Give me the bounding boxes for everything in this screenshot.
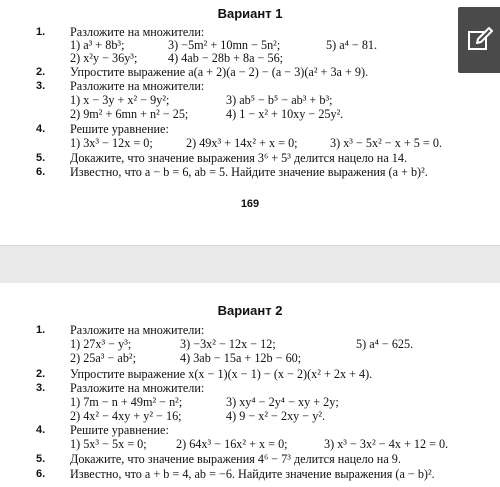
edit-button[interactable]: [458, 7, 500, 73]
task-number: 2.: [36, 66, 46, 78]
v2-t3-item-1: 1) 7m − n + 49m² − n²;: [70, 395, 183, 409]
v1-t3-item-4: 4) 1 − x² + 10xy − 25y².: [226, 107, 344, 121]
v1-t4-item-1: 1) 3x³ − 12x = 0;: [70, 136, 153, 150]
task-number: 5.: [36, 453, 46, 465]
v2-t4-item-3: 3) x³ − 3x² − 4x + 12 = 0.: [324, 437, 449, 451]
task-number: 1.: [36, 26, 46, 38]
task-number: 6.: [36, 468, 46, 480]
task-text: Разложите на множители:: [70, 323, 205, 337]
v1-t1-item-5: 5) a⁴ − 81.: [326, 38, 378, 52]
v2-t4-item-1: 1) 5x³ − 5x = 0;: [70, 437, 147, 451]
task-text: Решите уравнение:: [70, 122, 169, 136]
task-number: 3.: [36, 80, 46, 92]
page-gap-divider: [0, 245, 500, 285]
page-number: 169: [240, 198, 260, 210]
v2-t1-item-1: 1) 27x³ − y³;: [70, 337, 132, 351]
task-number: 4.: [36, 123, 46, 135]
v2-t1-item-5: 5) a⁴ − 625.: [356, 337, 414, 351]
v1-t1-item-1: 1) a³ + 8b³;: [70, 38, 125, 52]
v2-t3-item-4: 4) 9 − x² − 2xy − y².: [226, 409, 326, 423]
task-text: Упростите выражение x(x − 1)(x − 1) − (x − 2)(x² + 2x + 4).: [70, 367, 373, 381]
task-text: Докажите, что значение выражения 4⁶ − 7³ делится нацело на 9.: [70, 452, 401, 466]
v1-t1-item-2: 2) x²y − 36y³;: [70, 51, 138, 65]
v2-t3-item-2: 2) 4x² − 4xy + y² − 16;: [70, 409, 182, 423]
task-text: Решите уравнение:: [70, 423, 169, 437]
task-text: Разложите на множители:: [70, 25, 205, 39]
v1-t1-item-3: 3) −5m² + 10mn − 5n²;: [168, 38, 281, 52]
task-text: Разложите на множители:: [70, 381, 205, 395]
v1-t4-item-2: 2) 49x³ + 14x² + x = 0;: [186, 136, 298, 150]
task-text: Известно, что a − b = 6, ab = 5. Найдите значение выражения (a + b)².: [70, 165, 428, 179]
v1-t3-item-2: 2) 9m² + 6mn + n² − 25;: [70, 107, 189, 121]
task-number: 2.: [36, 368, 46, 380]
v1-t1-item-4: 4) 4ab − 28b + 8a − 56;: [168, 51, 284, 65]
variant-1-title: Вариант 1: [217, 6, 283, 21]
task-number: 3.: [36, 382, 46, 394]
task-text: Упростите выражение a(a + 2)(a − 2) − (a − 3)(a² + 3a + 9).: [70, 65, 369, 79]
v2-t1-item-4: 4) 3ab − 15a + 12b − 60;: [180, 351, 302, 365]
variant-2-title: Вариант 2: [217, 303, 283, 318]
v2-t4-item-2: 2) 64x³ − 16x² + x = 0;: [176, 437, 288, 451]
task-number: 4.: [36, 424, 46, 436]
v2-t3-item-3: 3) xy⁴ − 2y⁴ − xy + 2y;: [226, 395, 339, 409]
edit-pencil-icon: [466, 26, 494, 54]
task-text: Докажите, что значение выражения 3⁶ + 5³ делится нацело на 14.: [70, 151, 408, 165]
v1-t4-item-3: 3) x³ − 5x² − x + 5 = 0.: [330, 136, 442, 150]
v2-t1-item-3: 3) −3x² − 12x − 12;: [180, 337, 276, 351]
v2-t1-item-2: 2) 25a³ − ab²;: [70, 351, 136, 365]
v1-t3-item-1: 1) x − 3y + x² − 9y²;: [70, 93, 170, 107]
page-variant-2: [0, 283, 500, 487]
task-number: 1.: [36, 324, 46, 336]
task-number: 5.: [36, 152, 46, 164]
task-text: Разложите на множители:: [70, 79, 205, 93]
v1-t3-item-3: 3) ab⁵ − b⁵ − ab³ + b³;: [226, 93, 333, 107]
task-text: Известно, что a + b = 4, ab = −6. Найдите значение выражения (a − b)².: [70, 467, 435, 481]
task-number: 6.: [36, 166, 46, 178]
